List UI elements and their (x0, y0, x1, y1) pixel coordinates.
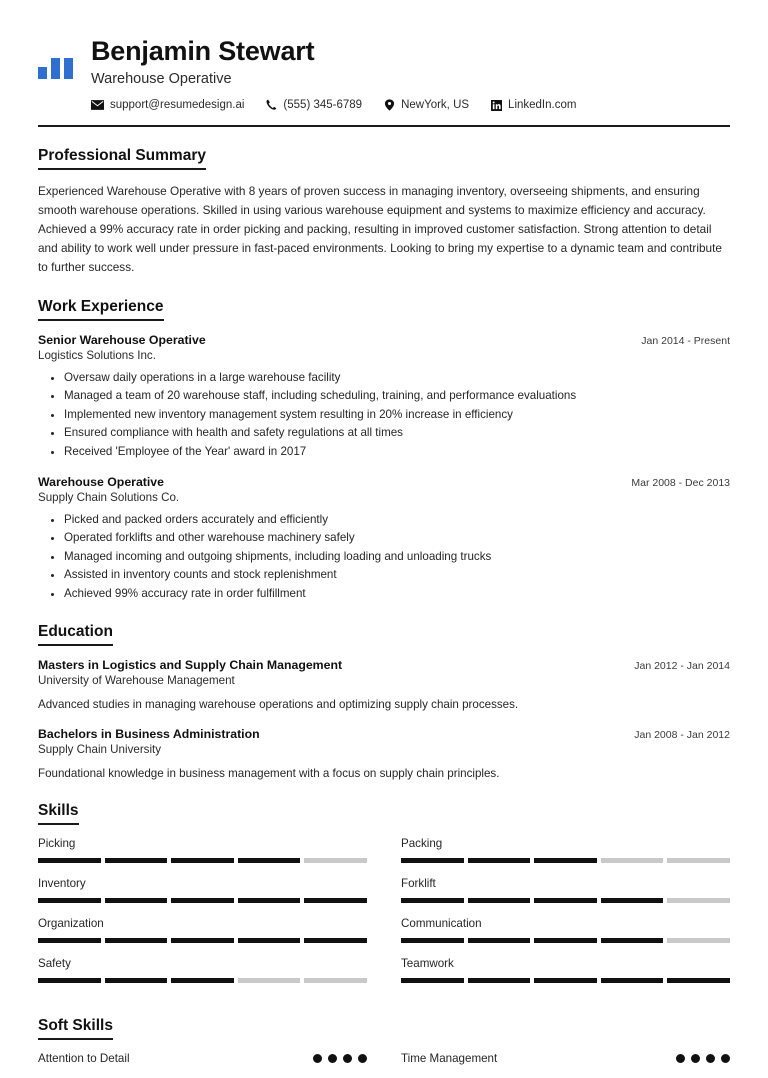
experience-date: Mar 2008 - Dec 2013 (631, 476, 730, 489)
section-title-education: Education (38, 623, 113, 646)
soft-skills-grid (38, 1052, 730, 1065)
contact-linkedin-text: LinkedIn.com (508, 99, 577, 112)
skill-meter (38, 938, 367, 943)
contact-location-text: NewYork, US (401, 99, 470, 112)
skill-label: Safety (38, 957, 71, 971)
skill-label: Organization (38, 917, 104, 931)
list-item: • Achieved 99% accuracy rate in order fulfillment (64, 585, 730, 603)
meter-segment (38, 858, 101, 863)
experience-title: Senior Warehouse Operative (38, 332, 206, 347)
meter-segment (171, 898, 234, 903)
education-description: Foundational knowledge in business management with a focus on supply chain principles. (38, 767, 500, 781)
meter-segment (38, 898, 101, 903)
education-description: Advanced studies in managing warehouse operations and optimizing supply chain processes. (38, 697, 519, 711)
section-skills (38, 802, 730, 997)
meter-segment (401, 898, 464, 903)
rating-dot (343, 1054, 352, 1063)
experience-title: Warehouse Operative (38, 474, 164, 489)
meter-segment (304, 898, 367, 903)
meter-segment (534, 898, 597, 903)
meter-segment (534, 858, 597, 863)
meter-segment (401, 938, 464, 943)
skill-item (38, 837, 367, 863)
rating-dot (691, 1054, 700, 1063)
experience-entry (38, 475, 730, 603)
skill-label: Picking (38, 837, 76, 851)
soft-skill-rating (313, 1054, 367, 1063)
experience-bullets (38, 369, 730, 461)
skill-meter (38, 858, 367, 863)
skill-label: Communication (401, 917, 482, 931)
rating-dot (313, 1054, 322, 1063)
contact-linkedin[interactable] (491, 99, 576, 111)
resume-header (38, 34, 730, 111)
skill-meter (38, 898, 367, 903)
section-title-work-experience: Work Experience (38, 298, 164, 321)
soft-skill-rating (676, 1054, 730, 1063)
meter-segment (38, 978, 101, 983)
meter-segment (534, 978, 597, 983)
rating-dot (721, 1054, 730, 1063)
rating-dot (676, 1054, 685, 1063)
contact-email[interactable] (91, 99, 244, 111)
list-item: • Oversaw daily operations in a large warehouse facility (64, 369, 730, 387)
contact-phone[interactable] (266, 99, 362, 111)
contact-location[interactable] (384, 99, 469, 111)
experience-company: Logistics Solutions Inc. (38, 348, 156, 362)
meter-segment (468, 858, 531, 863)
skill-label: Teamwork (401, 957, 454, 971)
meter-segment (105, 978, 168, 983)
education-title: Masters in Logistics and Supply Chain Management (38, 657, 343, 672)
education-school: Supply Chain University (38, 743, 162, 757)
meter-segment (238, 938, 301, 943)
section-title-skills: Skills (38, 802, 79, 825)
experience-company: Supply Chain Solutions Co. (38, 490, 180, 504)
skill-meter (38, 978, 367, 983)
meter-segment (105, 938, 168, 943)
section-soft-skills (38, 1017, 730, 1065)
skill-item (401, 957, 730, 983)
section-title-soft-skills: Soft Skills (38, 1017, 113, 1040)
skill-item (38, 917, 367, 943)
meter-segment (468, 898, 531, 903)
section-work-experience (38, 298, 730, 603)
meter-segment (304, 978, 367, 983)
meter-segment (38, 938, 101, 943)
skill-label: Forklift (401, 877, 436, 891)
meter-segment (601, 978, 664, 983)
education-entry (38, 727, 730, 782)
logo-icon (38, 58, 73, 79)
section-education (38, 623, 730, 783)
education-title: Bachelors in Business Administration (38, 727, 260, 742)
skill-item (401, 877, 730, 903)
list-item: • Picked and packed orders accurately and efficiently (64, 511, 730, 529)
list-item: • Received 'Employee of the Year' award in 2017 (64, 443, 730, 461)
education-entry (38, 658, 730, 713)
summary-text: Experienced Warehouse Operative with 8 years of proven success in managing inventory, overseeing shipments, and ensuring smooth warehouse operations. Skilled in using various warehouse equipment and systems to maximize efficiency and accuracy. Achieved a 99% accuracy rate in order picking and packing, resulting in improved customer satisfaction. Strong attention to detail and ability to work well under pressure in fast-paced environments. Looking to bring my expertise to a dynamic team and contribute to further success. (38, 184, 722, 275)
contact-email-text: support@resumedesign.ai (110, 99, 245, 112)
list-item: • Assisted in inventory counts and stock replenishment (64, 566, 730, 584)
soft-skill-label: Time Management (401, 1052, 498, 1066)
education-date: Jan 2012 - Jan 2014 (634, 659, 730, 672)
header-divider (38, 125, 730, 127)
phone-icon (266, 99, 277, 111)
skill-meter (401, 938, 730, 943)
list-item: • Ensured compliance with health and safety regulations at all times (64, 424, 730, 442)
experience-bullets (38, 511, 730, 603)
soft-skill-label: Attention to Detail (38, 1052, 130, 1066)
location-icon (384, 99, 395, 111)
skill-label: Packing (401, 837, 443, 851)
skill-item (38, 877, 367, 903)
list-item: • Implemented new inventory management system resulting in 20% increase in efficiency (64, 406, 730, 424)
meter-segment (238, 898, 301, 903)
linkedin-icon (491, 100, 502, 111)
skill-label: Inventory (38, 877, 86, 891)
list-item: • Managed a team of 20 warehouse staff, including scheduling, training, and performance evaluations (64, 387, 730, 405)
section-title-summary: Professional Summary (38, 147, 206, 170)
skill-meter (401, 898, 730, 903)
meter-segment (667, 898, 730, 903)
list-item: • Operated forklifts and other warehouse machinery safely (64, 529, 730, 547)
meter-segment (171, 978, 234, 983)
experience-date: Jan 2014 - Present (641, 334, 730, 347)
list-item: • Managed incoming and outgoing shipments, including loading and unloading trucks (64, 548, 730, 566)
meter-segment (238, 858, 301, 863)
contact-row (91, 99, 730, 111)
envelope-icon (91, 100, 104, 110)
candidate-name: Benjamin Stewart (91, 36, 315, 66)
meter-segment (667, 978, 730, 983)
skill-item (401, 837, 730, 863)
meter-segment (401, 978, 464, 983)
candidate-role: Warehouse Operative (91, 71, 232, 88)
education-school: University of Warehouse Management (38, 673, 235, 687)
meter-segment (601, 938, 664, 943)
meter-segment (401, 858, 464, 863)
meter-segment (534, 938, 597, 943)
section-professional-summary (38, 147, 730, 278)
skill-item (401, 917, 730, 943)
contact-phone-text: (555) 345-6789 (283, 99, 363, 112)
meter-segment (468, 938, 531, 943)
meter-segment (238, 978, 301, 983)
meter-segment (105, 898, 168, 903)
meter-segment (105, 858, 168, 863)
skill-meter (401, 978, 730, 983)
meter-segment (468, 978, 531, 983)
skill-item (38, 957, 367, 983)
meter-segment (601, 898, 664, 903)
meter-segment (171, 858, 234, 863)
meter-segment (304, 858, 367, 863)
skill-meter (401, 858, 730, 863)
rating-dot (706, 1054, 715, 1063)
education-date: Jan 2008 - Jan 2012 (634, 729, 730, 742)
meter-segment (667, 938, 730, 943)
meter-segment (304, 938, 367, 943)
soft-skill-item (401, 1052, 730, 1065)
rating-dot (328, 1054, 337, 1063)
meter-segment (667, 858, 730, 863)
meter-segment (171, 938, 234, 943)
rating-dot (358, 1054, 367, 1063)
meter-segment (601, 858, 664, 863)
soft-skill-item (38, 1052, 367, 1065)
skills-grid (38, 837, 730, 997)
experience-entry (38, 333, 730, 461)
identity-block (91, 34, 730, 111)
